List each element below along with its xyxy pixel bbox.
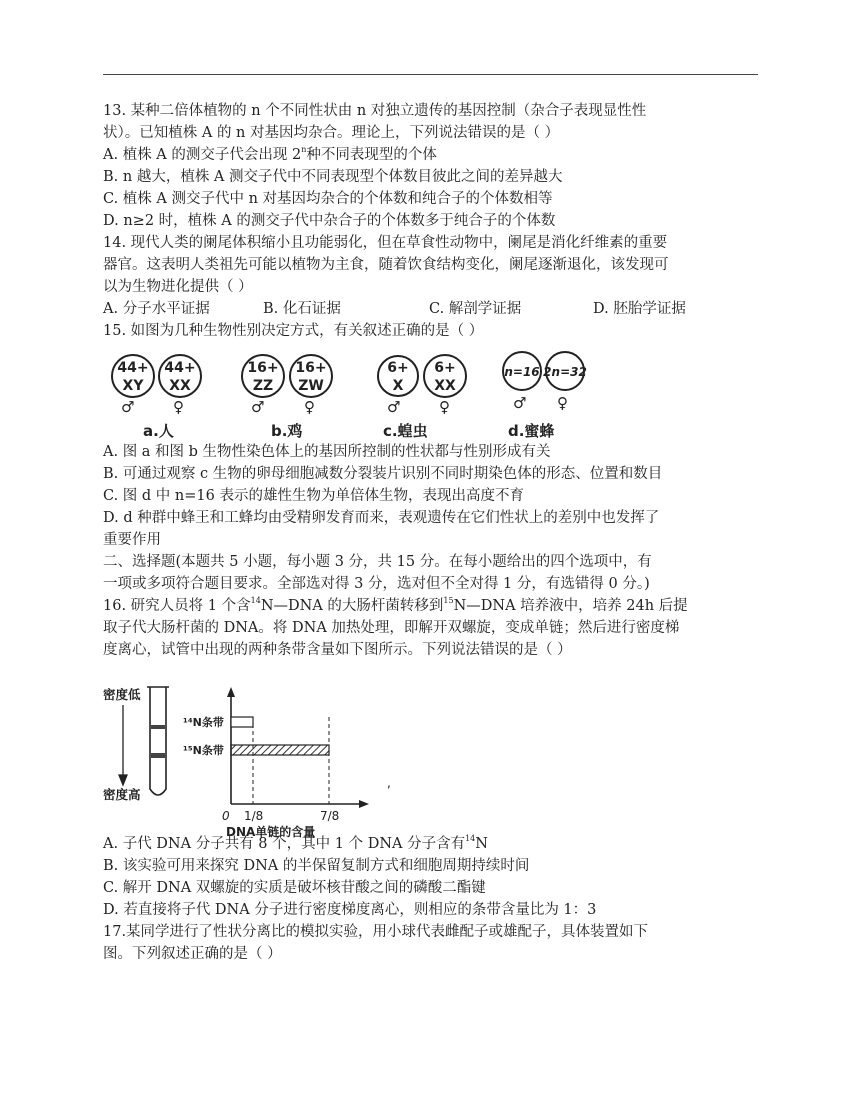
q15-stem: 15. 如图为几种生物性别决定方式，有关叙述正确的是（ ） <box>103 323 484 339</box>
section-2-line2: 一项或多项符合题目要求。全部选对得 3 分，选对但不全对得 1 分，有选错得 0 分。) <box>103 576 650 592</box>
q14-option-c: C. 解剖学证据 <box>429 301 522 317</box>
x-axis-arrow <box>359 800 369 808</box>
q15-option-a: A. 图 a 和图 b 生物性染色体上的基因所控制的性状都与性别形成有关 <box>103 444 551 460</box>
q16-stem-line2: 取子代大肠杆菌的 DNA。将 DNA 加热处理，即解开双螺旋，变成单链；然后进行密度梯 <box>103 620 680 636</box>
a-female-sex-chromosomes: XX <box>169 378 191 394</box>
density-low-label: 密度低 <box>103 687 141 702</box>
a-male-autosomes: 44+ <box>117 360 149 376</box>
x-tick-7-8: 7/8 <box>320 809 340 823</box>
q15-option-d-line1: D. d 种群中蜂王和工蜂均由受精卵发育而来，表观遗传在它们性状上的差别中也发挥了 <box>103 510 660 526</box>
band-14n-bar <box>231 717 253 727</box>
sex-determination-figure <box>103 346 763 441</box>
q16-option-c: C. 解开 DNA 双螺旋的实质是破坏核苷酸之间的磷酸二酯键 <box>103 880 486 896</box>
q14-stem-line3: 以为生物进化提供（ ） <box>103 279 253 295</box>
band-14n-label: ¹⁴N条带 <box>183 716 224 729</box>
x-axis-label: DNA单链的含量 <box>226 825 316 839</box>
female-symbol-c: ♀ <box>439 398 450 416</box>
q14-option-b: B. 化石证据 <box>263 301 341 317</box>
q13-option-a: A. 植株 A 的测交子代会出现 2$^n$种不同表现型的个体 <box>103 145 437 163</box>
b-female-autosomes: 16+ <box>295 360 327 376</box>
density-gradient-figure <box>103 679 763 839</box>
test-tube <box>147 687 169 795</box>
male-symbol-d: ♂ <box>513 394 527 412</box>
question-15 <box>103 320 763 551</box>
a-female-autosomes: 44+ <box>164 360 196 376</box>
y-axis-arrow <box>227 687 235 697</box>
section-2-line1: 二、选择题(本题共 5 小题，每小题 3 分，共 15 分。在每小题给出的四个选项中，有 <box>103 554 652 570</box>
question-14 <box>103 232 763 320</box>
tube-bands <box>151 725 165 758</box>
male-symbol-b: ♂ <box>251 398 265 416</box>
q16-stem-line1: 16. 研究人员将 1 个含$^{14}$N—DNA 的大肠杆菌转移到$^{15}$N—DNA 培养液中，培养 24h 后提 <box>103 596 688 614</box>
male-symbol-a: ♂ <box>121 398 135 416</box>
c-male-autosomes: 6+ <box>387 360 409 376</box>
d-male-chromosomes: n=16 <box>504 365 540 379</box>
q13-stem-line2: 状）。已知植株 A 的 n 对基因均杂合。理论上，下列说法错误的是（ ） <box>103 125 560 141</box>
q13-stem-line1: 13. 某种二倍体植物的 n 个不同性状由 n 对独立遗传的基因控制（杂合子表现显性性 <box>103 103 647 119</box>
q14-option-a: A. 分子水平证据 <box>103 301 210 317</box>
q15-option-c: C. 图 d 中 n=16 表示的雄性生物为单倍体生物，表现出高度不育 <box>103 488 524 504</box>
q14-option-d: D. 胚胎学证据 <box>593 301 686 317</box>
q17-stem-line2: 图。下列叙述正确的是（ ） <box>103 946 282 962</box>
d-female-chromosomes: 2n=32 <box>543 365 587 379</box>
density-high-label: 密度高 <box>103 787 141 802</box>
b-male-sex-chromosomes: ZZ <box>252 378 274 394</box>
header-rule <box>103 74 758 75</box>
q13-option-d: D. n≥2 时，植株 A 的测交子代中杂合子的个体数多于纯合子的个体数 <box>103 213 556 229</box>
q14-stem-line2: 器官。这表明人类祖先可能以植物为主食，随着饮食结构变化，阑尾逐渐退化，该发现可 <box>103 257 669 273</box>
density-arrow <box>119 705 127 785</box>
male-symbol-c: ♂ <box>387 398 401 416</box>
c-female-autosomes: 6+ <box>434 360 456 376</box>
q16-stem-line3: 度离心，试管中出现的两种条带含量如下图所示。下列说法错误的是（ ） <box>103 642 572 658</box>
x-tick-1-8: 1/8 <box>244 809 264 823</box>
q14-stem-line1: 14. 现代人类的阑尾体积缩小且功能弱化，但在草食性动物中，阑尾是消化纤维素的重要 <box>103 235 668 251</box>
q16-option-a: A. 子代 DNA 分子共有 8 个，其中 1 个 DNA 分子含有$^{14}$N <box>103 834 488 852</box>
label-a-human: a.人 <box>143 422 174 440</box>
c-female-sex-chromosomes: XX <box>434 378 456 394</box>
b-female-sex-chromosomes: ZW <box>298 378 324 394</box>
q15-option-b: B. 可通过观察 c 生物的卵母细胞减数分裂装片识别不同时期染色体的形态、位置和数目 <box>103 466 663 482</box>
question-16 <box>103 595 763 921</box>
q16-option-d: D. 若直接将子代 DNA 分子进行密度梯度离心，则相应的条带含量比为 1：3 <box>103 902 597 918</box>
section-2-header <box>103 551 763 595</box>
c-male-sex-chromosomes: X <box>392 378 404 394</box>
q13-option-b: B. n 越大，植株 A 测交子代中不同表现型个体数目彼此之间的差异越大 <box>103 169 563 185</box>
q16-option-b: B. 该实验可用来探究 DNA 的半保留复制方式和细胞周期持续时间 <box>103 858 530 874</box>
q14-options <box>103 298 763 320</box>
female-symbol-d: ♀ <box>557 394 568 412</box>
label-c-locust: c.蝗虫 <box>383 422 428 440</box>
exam-page <box>103 100 763 965</box>
a-male-sex-chromosomes: XY <box>122 378 144 394</box>
sex-determination-svg <box>103 346 763 441</box>
stray-mark: , <box>387 776 391 790</box>
q13-option-c: C. 植株 A 测交子代中 n 对基因均杂合的个体数和纯合子的个体数相等 <box>103 191 553 207</box>
band-15n-bar <box>231 745 329 755</box>
density-gradient-svg <box>103 679 763 839</box>
band-15n-label: ¹⁵N条带 <box>183 744 224 757</box>
female-symbol-b: ♀ <box>304 398 315 416</box>
q17-stem-line1: 17.某同学进行了性状分离比的模拟实验，用小球代表雌配子或雄配子，具体装置如下 <box>103 924 649 940</box>
q15-option-d-line2: 重要作用 <box>103 532 161 548</box>
origin-label: 0 <box>222 809 230 823</box>
label-d-honeybee: d.蜜蜂 <box>508 422 555 440</box>
question-13 <box>103 100 763 232</box>
question-17 <box>103 921 763 965</box>
b-male-autosomes: 16+ <box>247 360 279 376</box>
label-b-chicken: b.鸡 <box>271 422 303 440</box>
female-symbol-a: ♀ <box>173 398 184 416</box>
guide-lines <box>253 717 329 804</box>
